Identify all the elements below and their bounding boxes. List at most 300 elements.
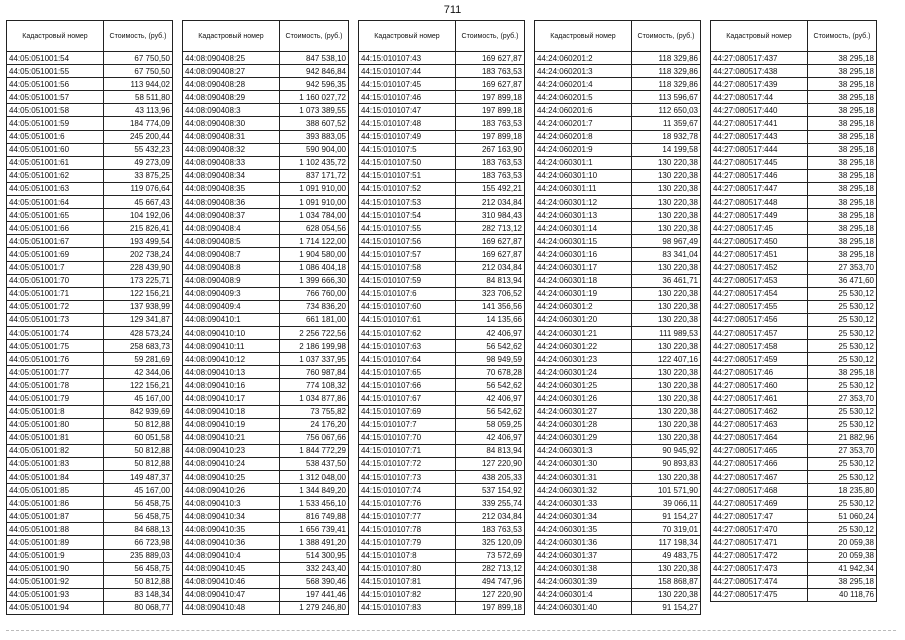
cost-cell: 197 899,18 — [456, 601, 525, 614]
cadastral-number-cell: 44:05:051001:55 — [7, 65, 104, 78]
table-row — [711, 497, 877, 510]
cost-cell: 38 295,18 — [808, 117, 877, 130]
cadastral-number-cell: 44:05:051001:85 — [7, 484, 104, 497]
cadastral-number-cell: 44:15:010107:48 — [359, 117, 456, 130]
table-row — [359, 601, 525, 614]
cadastral-number-cell: 44:05:051001:63 — [7, 182, 104, 195]
cost-cell: 837 171,72 — [280, 169, 349, 182]
cadastral-number-cell: 44:05:051001:72 — [7, 300, 104, 313]
cost-cell: 56 542,62 — [456, 340, 525, 353]
table-row — [711, 575, 877, 588]
cadastral-number-cell: 44:08:090408:3 — [183, 104, 280, 117]
table-row — [7, 484, 173, 497]
cadastral-number-cell: 44:27:080517:438 — [711, 65, 808, 78]
table-row — [183, 300, 349, 313]
table-row — [7, 65, 173, 78]
cadastral-number-cell: 44:08:090410:10 — [183, 326, 280, 339]
table-row — [711, 300, 877, 313]
cost-cell: 118 329,86 — [632, 65, 701, 78]
cadastral-number-cell: 44:27:080517:449 — [711, 209, 808, 222]
table-row — [711, 313, 877, 326]
cost-cell: 24 176,20 — [280, 418, 349, 431]
cost-cell: 130 220,38 — [632, 562, 701, 575]
table-row — [359, 78, 525, 91]
cost-cell: 130 220,38 — [632, 300, 701, 313]
table-row — [7, 575, 173, 588]
table-row — [183, 431, 349, 444]
cadastral-number-cell: 44:15:010107:47 — [359, 104, 456, 117]
cadastral-number-cell: 44:08:090410:26 — [183, 484, 280, 497]
cadastral-number-cell: 44:27:080517:471 — [711, 536, 808, 549]
table-row — [359, 248, 525, 261]
cadastral-number-cell: 44:08:090410:21 — [183, 431, 280, 444]
table-header-row — [359, 21, 525, 52]
table-row — [359, 182, 525, 195]
cadastral-number-cell: 44:24:060301:3 — [535, 444, 632, 457]
table-row — [7, 431, 173, 444]
cadastral-number-cell: 44:24:060301:29 — [535, 431, 632, 444]
cadastral-number-cell: 44:08:090410:4 — [183, 549, 280, 562]
cost-cell: 70 319,01 — [632, 523, 701, 536]
cadastral-number-cell: 44:27:080517:46 — [711, 366, 808, 379]
table-row — [7, 235, 173, 248]
cadastral-number-cell: 44:08:090408:36 — [183, 196, 280, 209]
cost-cell: 38 295,18 — [808, 366, 877, 379]
table-header-row — [535, 21, 701, 52]
table-row — [711, 130, 877, 143]
cost-cell: 98 967,49 — [632, 235, 701, 248]
cost-cell: 130 220,38 — [632, 261, 701, 274]
header-cadastral-number: Кадастровый номер — [711, 21, 808, 52]
cadastral-number-cell: 44:15:010107:49 — [359, 130, 456, 143]
cost-cell: 84 813,94 — [456, 444, 525, 457]
cost-cell: 122 156,21 — [104, 287, 173, 300]
cost-cell: 1 037 337,95 — [280, 353, 349, 366]
cadastral-number-cell: 44:15:010107:64 — [359, 353, 456, 366]
table-row — [711, 523, 877, 536]
cadastral-number-cell: 44:27:080517:469 — [711, 497, 808, 510]
cost-cell: 734 836,20 — [280, 300, 349, 313]
table-row — [535, 444, 701, 457]
cost-cell: 169 627,87 — [456, 235, 525, 248]
cost-cell: 73 572,69 — [456, 549, 525, 562]
cost-cell: 1 034 877,86 — [280, 392, 349, 405]
cadastral-number-cell: 44:05:051001:90 — [7, 562, 104, 575]
table-row — [711, 353, 877, 366]
cadastral-number-cell: 44:27:080517:451 — [711, 248, 808, 261]
cost-cell: 42 406,97 — [456, 392, 525, 405]
cost-cell: 282 713,12 — [456, 562, 525, 575]
cadastral-number-cell: 44:05:051001:58 — [7, 104, 104, 117]
table-row — [711, 235, 877, 248]
table-row — [183, 156, 349, 169]
cadastral-number-cell: 44:15:010107:79 — [359, 536, 456, 549]
cadastral-number-cell: 44:08:090410:19 — [183, 418, 280, 431]
table-row — [359, 510, 525, 523]
cadastral-number-cell: 44:24:060301:18 — [535, 274, 632, 287]
cost-cell: 27 353,70 — [808, 261, 877, 274]
cadastral-number-cell: 44:27:080517:445 — [711, 156, 808, 169]
cadastral-number-cell: 44:15:010107:72 — [359, 457, 456, 470]
cost-cell: 38 295,18 — [808, 130, 877, 143]
table-row — [535, 379, 701, 392]
cadastral-number-cell: 44:08:090408:28 — [183, 78, 280, 91]
table-row — [535, 143, 701, 156]
table-row — [711, 366, 877, 379]
cost-cell: 25 530,12 — [808, 313, 877, 326]
cost-cell: 661 181,00 — [280, 313, 349, 326]
table-row — [359, 379, 525, 392]
cadastral-number-cell: 44:24:060301:14 — [535, 222, 632, 235]
cadastral-number-cell: 44:27:080517:466 — [711, 457, 808, 470]
table-row — [711, 117, 877, 130]
cost-cell: 118 329,86 — [632, 52, 701, 65]
cadastral-number-cell: 44:08:090410:46 — [183, 575, 280, 588]
cost-cell: 388 607,52 — [280, 117, 349, 130]
cadastral-number-cell: 44:24:060301:11 — [535, 182, 632, 195]
cost-cell: 197 899,18 — [456, 130, 525, 143]
table-row — [711, 405, 877, 418]
cost-cell: 130 220,38 — [632, 405, 701, 418]
cost-cell: 91 154,27 — [632, 601, 701, 614]
cadastral-number-cell: 44:27:080517:468 — [711, 484, 808, 497]
table-row — [359, 536, 525, 549]
cost-cell: 1 399 666,30 — [280, 274, 349, 287]
cadastral-number-cell: 44:24:060301:27 — [535, 405, 632, 418]
cost-cell: 1 073 389,55 — [280, 104, 349, 117]
cadastral-number-cell: 44:27:080517:455 — [711, 300, 808, 313]
table-row — [7, 156, 173, 169]
table-row — [535, 510, 701, 523]
table-row — [183, 287, 349, 300]
table-row — [711, 209, 877, 222]
cost-cell: 537 154,92 — [456, 484, 525, 497]
cadastral-number-cell: 44:27:080517:472 — [711, 549, 808, 562]
cost-cell: 212 034,84 — [456, 261, 525, 274]
table-row — [7, 104, 173, 117]
table-row — [711, 143, 877, 156]
cost-cell: 130 220,38 — [632, 340, 701, 353]
cost-cell: 323 706,52 — [456, 287, 525, 300]
cost-cell: 25 530,12 — [808, 405, 877, 418]
cost-cell: 130 220,38 — [632, 366, 701, 379]
table-row — [535, 196, 701, 209]
cost-cell: 25 530,12 — [808, 457, 877, 470]
table-row — [359, 405, 525, 418]
table-row — [7, 444, 173, 457]
table-row — [183, 392, 349, 405]
cost-cell: 56 458,75 — [104, 562, 173, 575]
cadastral-number-cell: 44:08:090410:24 — [183, 457, 280, 470]
table-row — [183, 588, 349, 601]
cost-cell: 91 154,27 — [632, 510, 701, 523]
cadastral-number-cell: 44:15:010107:67 — [359, 392, 456, 405]
table-row — [7, 196, 173, 209]
cadastral-number-cell: 44:24:060301:15 — [535, 235, 632, 248]
cost-cell: 282 713,12 — [456, 222, 525, 235]
cadastral-number-cell: 44:27:080517:443 — [711, 130, 808, 143]
table-row — [711, 222, 877, 235]
table-row — [359, 575, 525, 588]
cadastral-number-cell: 44:05:051001:57 — [7, 91, 104, 104]
cost-cell: 38 295,18 — [808, 104, 877, 117]
cost-cell: 49 483,75 — [632, 549, 701, 562]
cost-cell: 494 747,96 — [456, 575, 525, 588]
cadastral-number-cell: 44:15:010107:71 — [359, 444, 456, 457]
cadastral-number-cell: 44:08:090410:17 — [183, 392, 280, 405]
table-row — [183, 340, 349, 353]
cost-cell: 117 198,34 — [632, 536, 701, 549]
table-row — [711, 91, 877, 104]
cadastral-number-cell: 44:27:080517:450 — [711, 235, 808, 248]
cost-cell: 122 407,16 — [632, 353, 701, 366]
table-row — [711, 418, 877, 431]
cadastral-number-cell: 44:05:051001:71 — [7, 287, 104, 300]
cost-cell: 59 281,69 — [104, 353, 173, 366]
cadastral-number-cell: 44:24:060301:32 — [535, 484, 632, 497]
table-row — [183, 91, 349, 104]
cost-cell: 339 255,74 — [456, 497, 525, 510]
cadastral-number-cell: 44:27:080517:470 — [711, 523, 808, 536]
table-row — [711, 248, 877, 261]
cadastral-number-cell: 44:05:051001:59 — [7, 117, 104, 130]
table-row — [535, 287, 701, 300]
cost-cell: 1 034 784,00 — [280, 209, 349, 222]
table-row — [7, 523, 173, 536]
cadastral-number-cell: 44:05:051001:8 — [7, 405, 104, 418]
cost-cell: 130 220,38 — [632, 182, 701, 195]
table-row — [183, 169, 349, 182]
table-row — [359, 588, 525, 601]
table-row — [535, 91, 701, 104]
table-row — [7, 601, 173, 614]
cadastral-number-cell: 44:15:010107:43 — [359, 52, 456, 65]
cadastral-number-cell: 44:05:051001:78 — [7, 379, 104, 392]
cadastral-number-cell: 44:15:010107:73 — [359, 471, 456, 484]
header-cadastral-number: Кадастровый номер — [535, 21, 632, 52]
table-header-row — [711, 21, 877, 52]
table-row — [7, 209, 173, 222]
cadastral-number-cell: 44:27:080517:447 — [711, 182, 808, 195]
table-row — [183, 575, 349, 588]
cadastral-number-cell: 44:24:060301:35 — [535, 523, 632, 536]
cost-cell: 2 256 722,56 — [280, 326, 349, 339]
cost-cell: 760 987,84 — [280, 366, 349, 379]
cadastral-number-cell: 44:27:080517:463 — [711, 418, 808, 431]
table-row — [359, 392, 525, 405]
cost-cell: 27 353,70 — [808, 392, 877, 405]
cost-cell: 130 220,38 — [632, 196, 701, 209]
cost-cell: 33 875,25 — [104, 169, 173, 182]
table-row — [711, 326, 877, 339]
table-row — [7, 588, 173, 601]
table-row — [535, 549, 701, 562]
cadastral-number-cell: 44:08:090410:25 — [183, 471, 280, 484]
table-row — [183, 248, 349, 261]
header-cost: Стоимость, (руб.) — [104, 21, 173, 52]
cadastral-number-cell: 44:27:080517:475 — [711, 588, 808, 601]
table-row — [359, 457, 525, 470]
cost-cell: 14 199,58 — [632, 143, 701, 156]
table-row — [7, 405, 173, 418]
cost-cell: 1 160 027,72 — [280, 91, 349, 104]
cadastral-number-cell: 44:08:090410:13 — [183, 366, 280, 379]
cadastral-number-cell: 44:08:090410:36 — [183, 536, 280, 549]
table-row — [359, 471, 525, 484]
cost-cell: 130 220,38 — [632, 313, 701, 326]
table-row — [535, 326, 701, 339]
table-row — [7, 169, 173, 182]
table-row — [359, 353, 525, 366]
cadastral-number-cell: 44:27:080517:44 — [711, 91, 808, 104]
table-row — [183, 274, 349, 287]
table-row — [711, 549, 877, 562]
cost-cell: 38 295,18 — [808, 235, 877, 248]
cost-cell: 27 353,70 — [808, 444, 877, 457]
cadastral-number-cell: 44:27:080517:453 — [711, 274, 808, 287]
cadastral-number-cell: 44:08:090408:32 — [183, 143, 280, 156]
cadastral-number-cell: 44:05:051001:92 — [7, 575, 104, 588]
cadastral-number-cell: 44:08:090408:25 — [183, 52, 280, 65]
cost-cell: 193 499,54 — [104, 235, 173, 248]
cadastral-number-cell: 44:27:080517:456 — [711, 313, 808, 326]
table-row — [183, 366, 349, 379]
table-row — [711, 78, 877, 91]
table-row — [7, 549, 173, 562]
table-row — [7, 392, 173, 405]
cadastral-number-cell: 44:15:010107:83 — [359, 601, 456, 614]
cost-cell: 130 220,38 — [632, 156, 701, 169]
cost-cell: 215 826,41 — [104, 222, 173, 235]
cost-cell: 25 530,12 — [808, 353, 877, 366]
cadastral-number-cell: 44:24:060301:13 — [535, 209, 632, 222]
cost-cell: 70 678,28 — [456, 366, 525, 379]
cost-cell: 137 938,99 — [104, 300, 173, 313]
cadastral-number-cell: 44:05:051001:93 — [7, 588, 104, 601]
cadastral-number-cell: 44:27:080517:47 — [711, 510, 808, 523]
cost-cell: 25 530,12 — [808, 523, 877, 536]
cadastral-table-2 — [182, 20, 349, 615]
cadastral-number-cell: 44:24:060201:8 — [535, 130, 632, 143]
cost-cell: 18 235,80 — [808, 484, 877, 497]
cost-cell: 130 220,38 — [632, 431, 701, 444]
table-row — [535, 78, 701, 91]
table-row — [535, 601, 701, 614]
table-row — [183, 65, 349, 78]
cost-cell: 258 683,73 — [104, 340, 173, 353]
cadastral-number-cell: 44:24:060201:2 — [535, 52, 632, 65]
cost-cell: 113 944,02 — [104, 78, 173, 91]
cost-cell: 83 148,34 — [104, 588, 173, 601]
table-row — [7, 287, 173, 300]
table-row — [359, 418, 525, 431]
cadastral-number-cell: 44:05:051001:60 — [7, 143, 104, 156]
cadastral-number-cell: 44:15:010107:76 — [359, 497, 456, 510]
cadastral-number-cell: 44:27:080517:45 — [711, 222, 808, 235]
cadastral-number-cell: 44:24:060301:40 — [535, 601, 632, 614]
table-row — [359, 326, 525, 339]
cost-cell: 38 295,18 — [808, 209, 877, 222]
table-row — [535, 366, 701, 379]
cadastral-number-cell: 44:08:090410:23 — [183, 444, 280, 457]
cadastral-number-cell: 44:24:060301:28 — [535, 418, 632, 431]
cost-cell: 56 458,75 — [104, 510, 173, 523]
cost-cell: 325 120,09 — [456, 536, 525, 549]
cost-cell: 130 220,38 — [632, 392, 701, 405]
table-row — [7, 471, 173, 484]
cost-cell: 41 942,34 — [808, 562, 877, 575]
cadastral-number-cell: 44:24:060301:20 — [535, 313, 632, 326]
cost-cell: 130 220,38 — [632, 209, 701, 222]
cost-cell: 50 812,88 — [104, 444, 173, 457]
table-row — [711, 588, 877, 601]
cost-cell: 18 932,78 — [632, 130, 701, 143]
table-row — [359, 52, 525, 65]
table-row — [711, 340, 877, 353]
cost-cell: 774 108,32 — [280, 379, 349, 392]
cadastral-number-cell: 44:15:010107:77 — [359, 510, 456, 523]
cadastral-number-cell: 44:27:080517:458 — [711, 340, 808, 353]
table-row — [7, 274, 173, 287]
cadastral-number-cell: 44:24:060301:21 — [535, 326, 632, 339]
cadastral-number-cell: 44:05:051001:86 — [7, 497, 104, 510]
cadastral-number-cell: 44:24:060301:1 — [535, 156, 632, 169]
cost-cell: 235 889,03 — [104, 549, 173, 562]
table-row — [183, 222, 349, 235]
table-row — [359, 340, 525, 353]
cost-cell: 38 295,18 — [808, 248, 877, 261]
cadastral-number-cell: 44:24:060301:37 — [535, 549, 632, 562]
cadastral-number-cell: 44:24:060301:10 — [535, 169, 632, 182]
table-row — [183, 196, 349, 209]
cadastral-number-cell: 44:08:090410:48 — [183, 601, 280, 614]
table-row — [7, 510, 173, 523]
cost-cell: 21 882,96 — [808, 431, 877, 444]
cadastral-number-cell: 44:24:060201:7 — [535, 117, 632, 130]
cost-cell: 112 650,03 — [632, 104, 701, 117]
cadastral-number-cell: 44:05:051001:56 — [7, 78, 104, 91]
table-row — [359, 300, 525, 313]
cost-cell: 83 341,04 — [632, 248, 701, 261]
cost-cell: 842 939,69 — [104, 405, 173, 418]
cost-cell: 20 059,38 — [808, 536, 877, 549]
table-row — [359, 366, 525, 379]
table-row — [183, 130, 349, 143]
table-row — [711, 156, 877, 169]
table-row — [183, 117, 349, 130]
table-row — [7, 457, 173, 470]
cost-cell: 149 487,37 — [104, 471, 173, 484]
cost-cell: 130 220,38 — [632, 588, 701, 601]
cost-cell: 310 984,43 — [456, 209, 525, 222]
table-row — [7, 300, 173, 313]
cadastral-number-cell: 44:08:090408:34 — [183, 169, 280, 182]
cost-cell: 36 471,60 — [808, 274, 877, 287]
cost-cell: 1 091 910,00 — [280, 182, 349, 195]
cadastral-number-cell: 44:08:090408:4 — [183, 222, 280, 235]
cadastral-number-cell: 44:08:090410:35 — [183, 523, 280, 536]
table-row — [7, 78, 173, 91]
table-row — [7, 326, 173, 339]
cost-cell: 38 295,18 — [808, 575, 877, 588]
cost-cell: 130 220,38 — [632, 418, 701, 431]
table-row — [535, 235, 701, 248]
cadastral-number-cell: 44:05:051001:88 — [7, 523, 104, 536]
table-header-row — [7, 21, 173, 52]
table-row — [711, 536, 877, 549]
table-row — [711, 510, 877, 523]
cadastral-number-cell: 44:24:060201:6 — [535, 104, 632, 117]
